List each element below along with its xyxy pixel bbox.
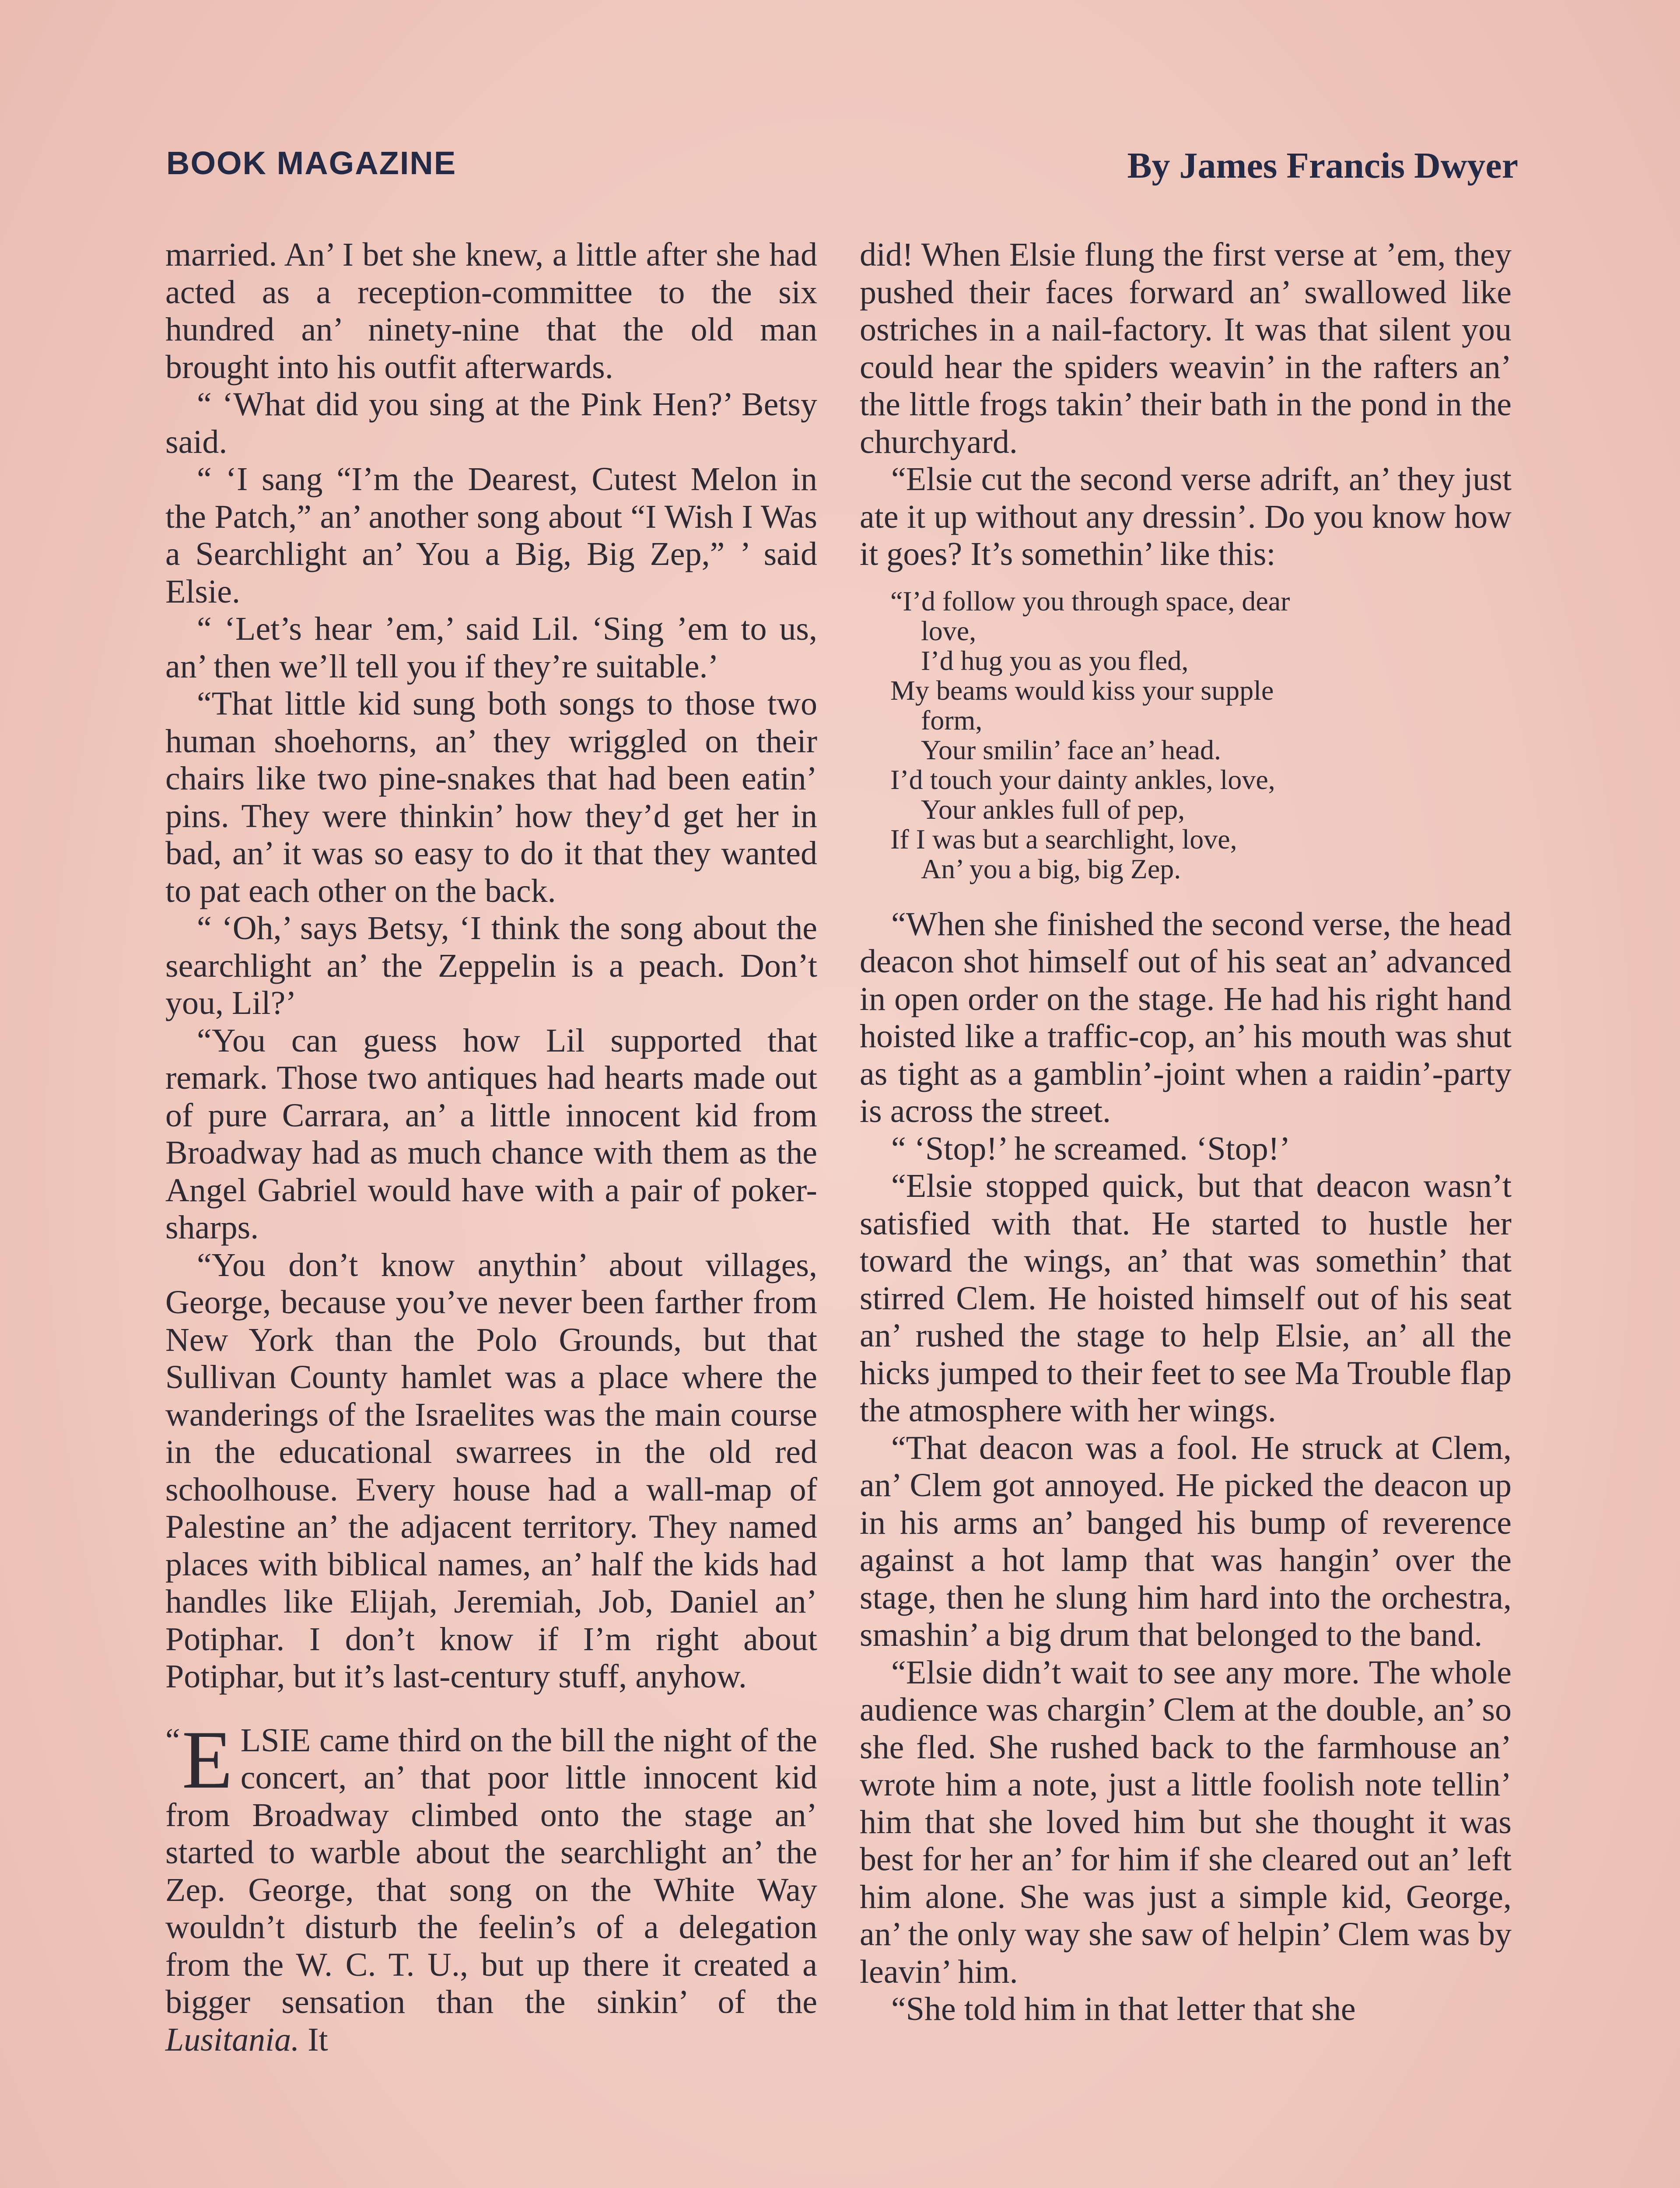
- paragraph: “ ‘Stop!’ he screamed. ‘Stop!’: [891, 1130, 1291, 1167]
- dropcap-paragraph: [165, 1714, 817, 2059]
- open-quote: “: [165, 1722, 180, 1759]
- running-header: [166, 144, 1518, 193]
- paragraph: “ ‘Let’s hear ’em,’ said Lil. ‘Sing ’em to us, an’ then we’ll tell you if they’re suitable.’: [165, 610, 817, 685]
- paragraph: did! When Elsie flung the first verse at ’em, they pushed their faces forward an’ swallowed like ostriches in a nail-factory. It was that silent you could hear the spiders weavin’ in the rafters an’ the little frogs takin’ their bath in the pond in the churchyard.: [860, 236, 1512, 460]
- dropcap-paragraph-tail: It: [299, 2021, 328, 2058]
- song-verse: [890, 586, 1512, 884]
- paragraph: “She told him in that letter that she: [891, 1991, 1356, 2027]
- author-byline: By James Francis Dwyer: [1127, 145, 1518, 186]
- dropcap-paragraph-text: LSIE came third on the bill the night of the concert, an’ that poor little innocent kid from Broadway climbed onto the stage an’ started to warble about the searchlight an’ the Zep. George, that song on the White Way wouldn’t disturb the feelin’s of a delegation from the W. C. T. U., but up there it created a bigger sensation than the sinkin’ of the: [165, 1722, 817, 2020]
- paragraph: married. An’ I bet she knew, a little after she had acted as a reception-committee to the six hundred an’ ninety-nine that the old man brought into his outfit afterwards.: [165, 236, 817, 386]
- verse-line: I’d touch your dainty ankles, love,: [890, 764, 1275, 795]
- verse-line: love,: [921, 615, 976, 646]
- paragraph: “Elsie stopped quick, but that deacon wasn’t satisfied with that. He started to hustle her toward the wings, an’ that was somethin’ that stirred Clem. He hoisted himself out of his seat an’ rushed the stage to help Elsie, an’ all the hicks jumped to their feet to see Ma Trouble flap the atmosphere with her wings.: [860, 1168, 1512, 1429]
- paragraph: “ ‘Oh,’ says Betsy, ‘I think the song about the searchlight an’ the Zeppelin is a peach. Don’t you, Lil?’: [165, 910, 817, 1021]
- paragraph: “That little kid sung both songs to those two human shoehorns, an’ they wriggled on their chairs like two pine-snakes that had been eatin’ pins. They were thinkin’ how they’d get her in bad, an’ it was so easy to do it that they wanted to pat each other on the back.: [165, 685, 817, 909]
- verse-line: Your smilin’ face an’ head.: [921, 734, 1222, 765]
- ship-name: Lusitania.: [165, 2021, 300, 2058]
- paragraph: “Elsie cut the second verse adrift, an’ they just ate it up without any dressin’. Do you know how it goes? It’s somethin’ like this:: [860, 461, 1512, 572]
- paragraph: “When she finished the second verse, the head deacon shot himself out of his seat an’ advanced in open order on the stage. He had his right hand hoisted like a traffic-cop, an’ his mouth was shut as tight as a gamblin’-joint when a raidin’-party is across the street.: [860, 905, 1512, 1129]
- paragraph: “ ‘I sang “I’m the Dearest, Cutest Melon in the Patch,” an’ another song about “I Wish I Was a Searchlight an’ You a Big, Big Zep,” ’ said Elsie.: [165, 461, 817, 610]
- paragraph: “You don’t know anythin’ about villages, George, because you’ve never been farther from New York than the Polo Grounds, but that Sullivan County hamlet was a place where the wanderings of the Israelites was the main course in the educational swarrees in the old red schoolhouse. Every house had a wall-map of Palestine an’ the adjacent territory. They named places with biblical names, an’ half the kids had handles like Elijah, Jeremiah, Job, Daniel an’ Potiphar. I don’t know if I’m right about Potiphar, but it’s last-century stuff, anyhow.: [165, 1246, 817, 1695]
- verse-line: If I was but a searchlight, love,: [890, 823, 1237, 855]
- verse-line: Your ankles full of pep,: [921, 793, 1185, 825]
- section-gap: [165, 1696, 817, 1722]
- verse-line: An’ you a big, big Zep.: [921, 853, 1181, 884]
- verse-line: I’d hug you as you fled,: [921, 645, 1189, 676]
- paragraph: “Elsie didn’t wait to see any more. The whole audience was chargin’ Clem at the double, an’ so she fled. She rushed back to the farmhouse an’ wrote him a note, just a little foolish note tellin’ him that she loved him but she thought it was best for her an’ for him if she cleared out an’ left him alone. She was just a simple kid, George, an’ the only way she saw of helpin’ Clem was by leavin’ him.: [860, 1654, 1512, 1990]
- right-column: [860, 236, 1512, 2028]
- magazine-title: BOOK MAGAZINE: [166, 145, 457, 181]
- paragraph: “You can guess how Lil supported that remark. Those two antiques had hearts made out of pure Carrara, an’ a little innocent kid from Broadway had as much chance with them as the Angel Gabriel would have with a pair of poker-sharps.: [165, 1022, 817, 1246]
- verse-line: My beams would kiss your supple: [890, 674, 1274, 706]
- verse-line: “I’d follow you through space, dear: [890, 585, 1290, 617]
- drop-cap-letter: E: [182, 1714, 233, 1806]
- paragraph: “ ‘What did you sing at the Pink Hen?’ Betsy said.: [165, 386, 817, 460]
- paragraph: “That deacon was a fool. He struck at Clem, an’ Clem got annoyed. He picked the deacon up in his arms an’ banged his bump of reverence against a hot lamp that was hangin’ over the stage, then he slung him hard into the orchestra, smashin’ a big drum that belonged to the band.: [860, 1429, 1512, 1653]
- verse-line: form,: [921, 704, 983, 736]
- left-column: [165, 236, 817, 2058]
